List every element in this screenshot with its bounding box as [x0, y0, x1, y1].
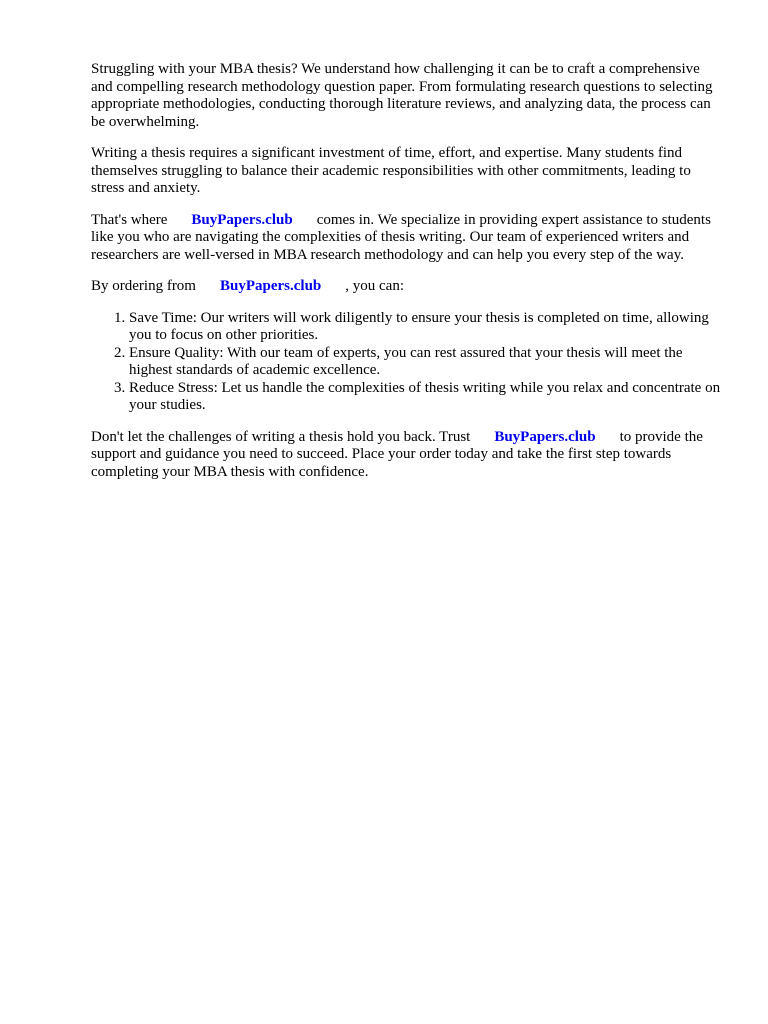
ordering-paragraph	[91, 278, 721, 296]
service-paragraph	[91, 212, 721, 265]
investment-paragraph: Writing a thesis requires a significant investment of time, effort, and expertise. Many students find themselves struggling to balance their academic responsibilities with other commitments, leading to stress and anxiety.	[91, 145, 691, 196]
brand-link[interactable]: BuyPapers.club	[494, 428, 596, 445]
list-item: 1. Save Time: Our writers will work diligently to ensure your thesis is completed on time, allowing you to focus on other priorities.	[129, 310, 721, 345]
service-paragraph-body: comes in. We specialize in providing expert assistance to students like you who are navigating the complexities of thesis writing. Our team of experienced writers and researchers are well-versed in MBA research methodology and can help you every step of the way.	[91, 211, 711, 263]
closing-paragraph-lead: Don't let the challenges of writing a thesis hold you back. Trust	[91, 428, 471, 445]
ordering-paragraph-lead: By ordering from	[91, 278, 196, 294]
closing-paragraph-body: to provide the support and guidance you need to succeed. Place your order today and take the first step towards completing your MBA thesis with confidence.	[91, 428, 703, 480]
ordering-paragraph-tail: , you can:	[345, 278, 404, 294]
brand-link[interactable]: BuyPapers.club	[191, 211, 293, 228]
service-paragraph-lead: That's where	[91, 211, 168, 228]
intro-paragraph: Struggling with your MBA thesis? We understand how challenging it can be to craft a comprehensive and compelling research methodology question paper. From formulating research questions to selecting appropriate methodologies, conducting thorough literature reviews, and analyzing data, the process can be overwhelming.	[91, 61, 713, 130]
benefits-list	[91, 310, 721, 415]
list-item: 2. Ensure Quality: With our team of experts, you can rest assured that your thesis will meet the highest standards of academic excellence.	[129, 345, 721, 380]
document-page	[91, 61, 721, 495]
closing-paragraph	[91, 429, 721, 482]
brand-link[interactable]: BuyPapers.club	[219, 278, 322, 294]
list-item: 3. Reduce Stress: Let us handle the complexities of thesis writing while you relax and concentrate on your studies.	[129, 380, 721, 415]
